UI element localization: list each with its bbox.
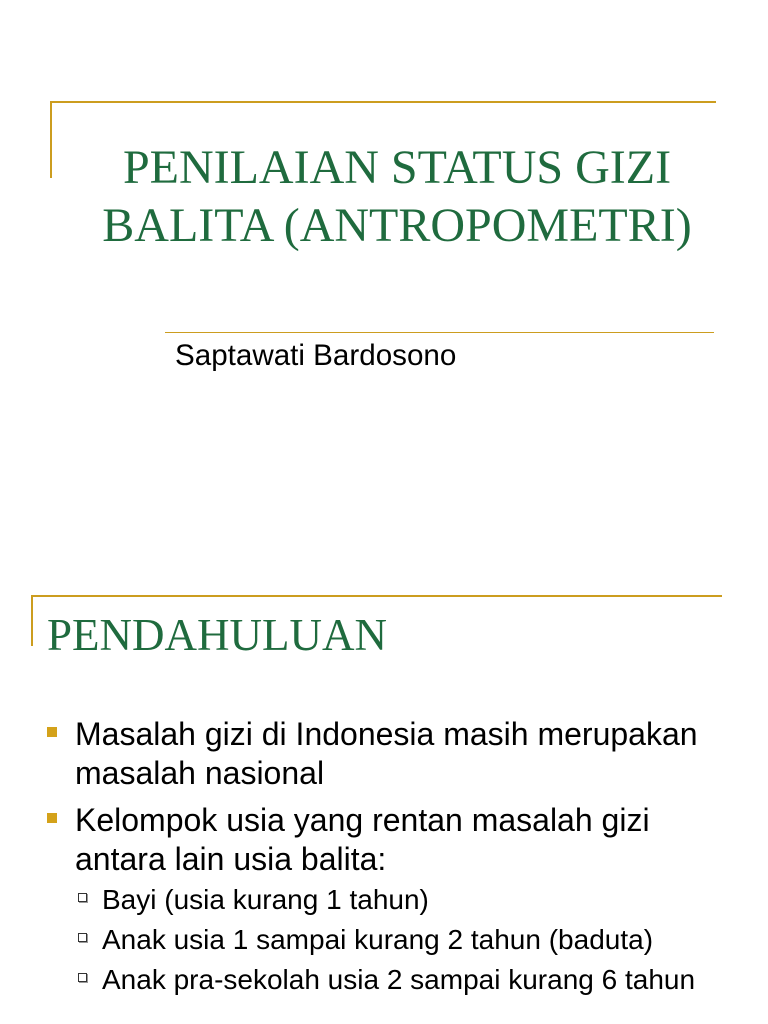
bullet-text: Masalah gizi di Indonesia masih merupakan masalah nasional	[75, 716, 698, 791]
hollow-square-bullet-icon	[78, 893, 87, 902]
accent-line-top	[50, 101, 716, 103]
accent-line-left	[31, 595, 33, 646]
bullet-item	[47, 715, 727, 793]
author-name: Saptawati Bardosono	[175, 339, 457, 372]
sub-bullet-item	[75, 960, 727, 1000]
sub-bullet-list	[75, 880, 727, 1000]
hollow-square-bullet-icon	[78, 973, 87, 982]
sub-bullet-item	[75, 880, 727, 920]
bullet-item	[47, 801, 727, 1000]
accent-line-left	[50, 101, 52, 178]
bullet-list	[47, 715, 727, 1008]
sub-bullet-text: Anak pra-sekolah usia 2 sampai kurang 6 tahun	[102, 964, 696, 995]
slide-title: PENDAHULUAN	[47, 610, 387, 660]
accent-line-top	[31, 595, 722, 597]
bullet-text: Kelompok usia yang rentan masalah gizi antara lain usia balita:	[75, 802, 650, 877]
sub-bullet-text: Bayi (usia kurang 1 tahun)	[102, 884, 429, 915]
content-slide	[0, 576, 768, 1024]
sub-bullet-item	[75, 920, 727, 960]
hollow-square-bullet-icon	[78, 933, 87, 942]
subtitle-rule	[165, 332, 714, 333]
slide-title: PENILAIAN STATUS GIZI BALITA (ANTROPOMETRI)	[102, 141, 692, 252]
filled-square-bullet-icon	[47, 727, 57, 737]
sub-bullet-text: Anak usia 1 sampai kurang 2 tahun (baduta)	[102, 924, 654, 955]
filled-square-bullet-icon	[47, 813, 57, 823]
